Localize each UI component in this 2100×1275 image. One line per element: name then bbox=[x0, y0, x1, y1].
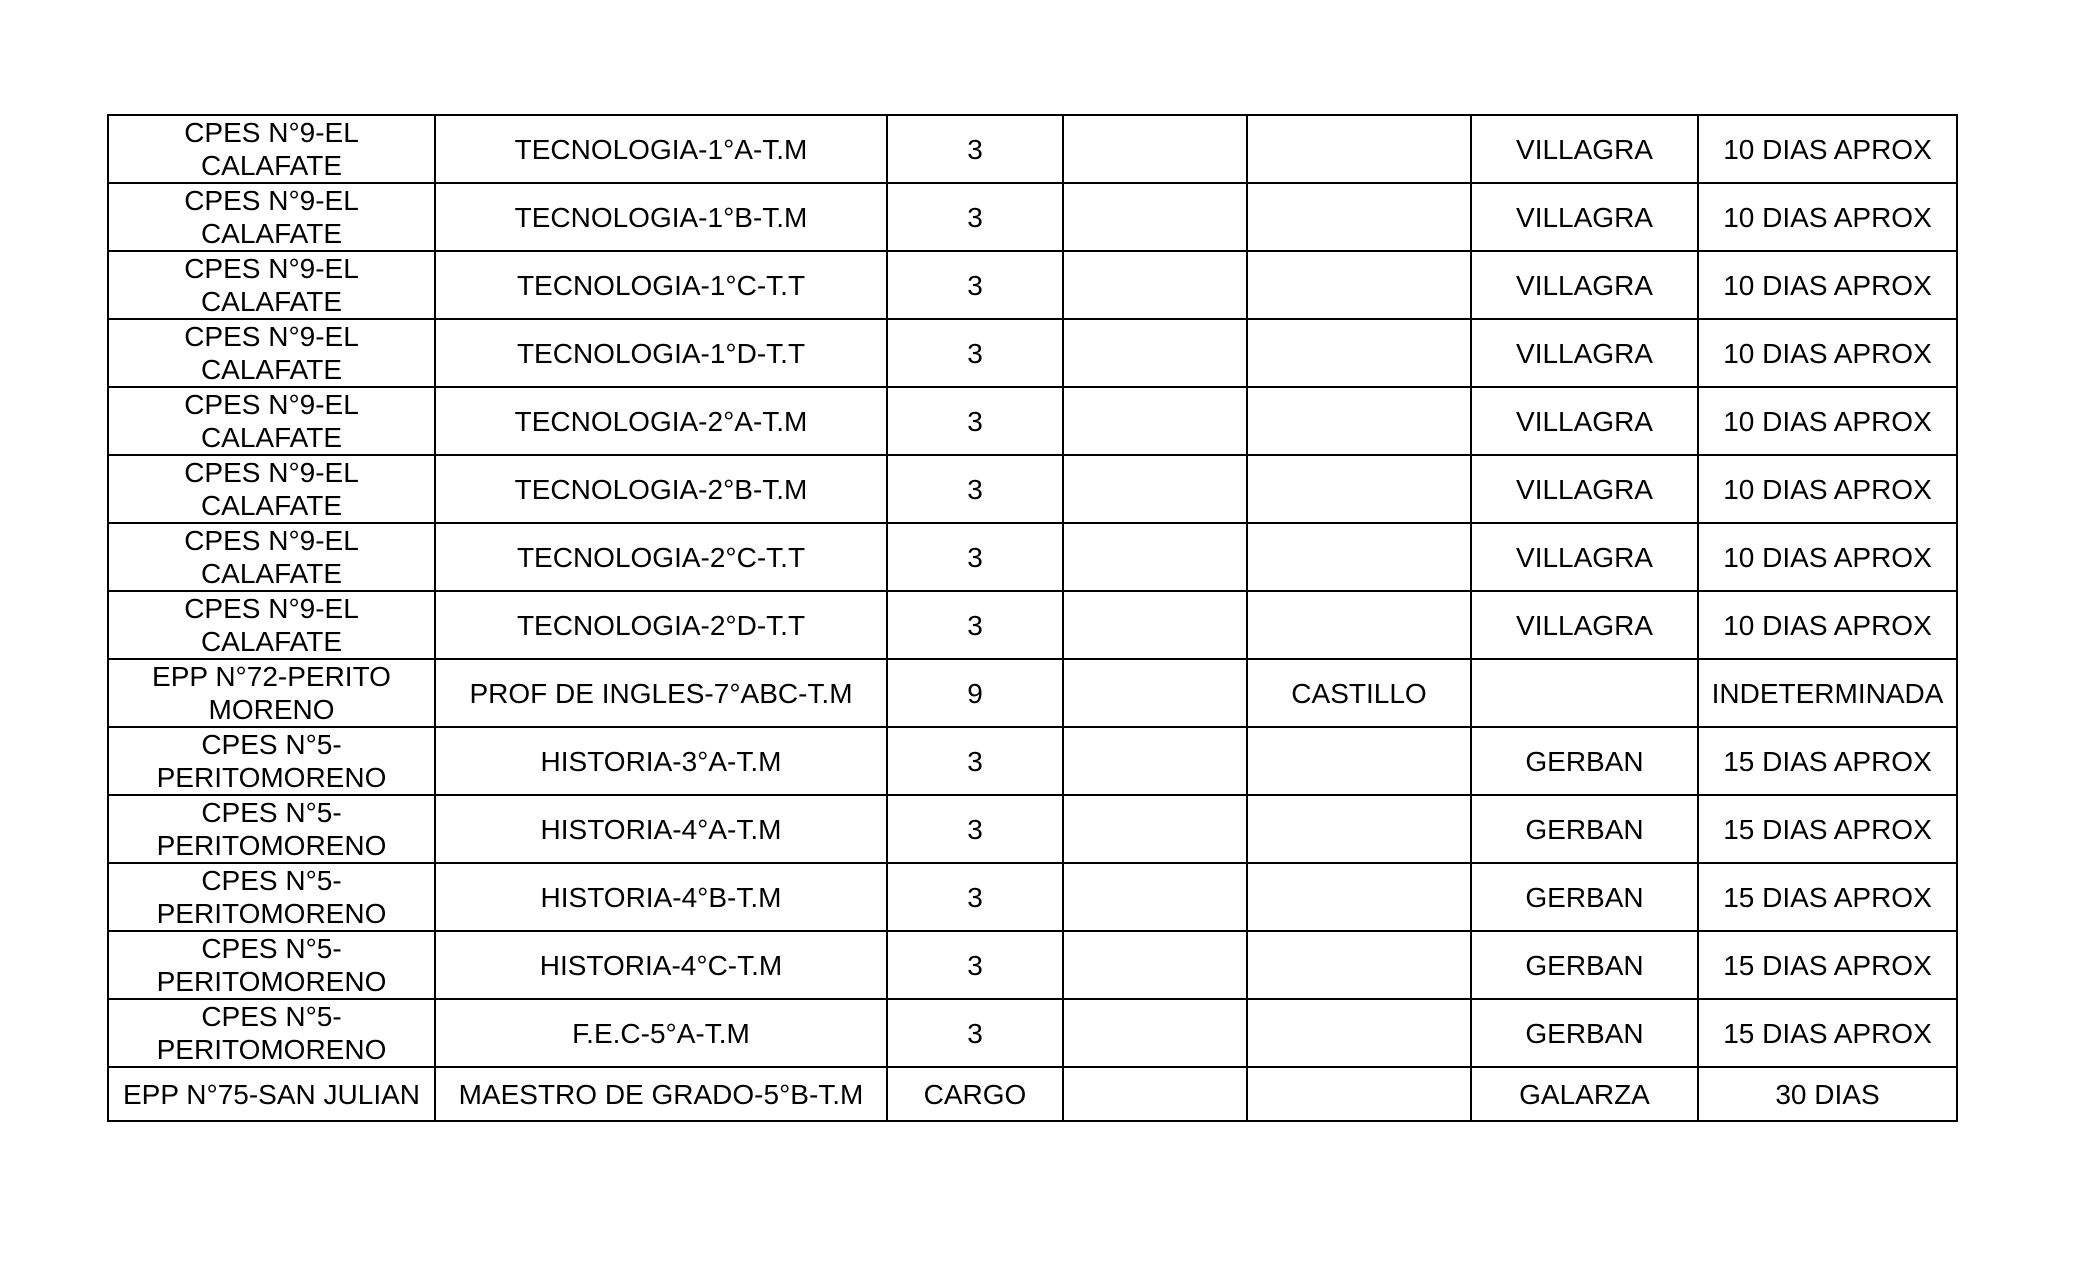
duration-cell: 10 DIAS APROX bbox=[1698, 591, 1957, 659]
school-cell: CPES N°9-EL CALAFATE bbox=[108, 251, 435, 319]
empty-cell bbox=[1063, 931, 1247, 999]
teacher-cell: VILLAGRA bbox=[1471, 523, 1698, 591]
duration-cell: 10 DIAS APROX bbox=[1698, 455, 1957, 523]
teacher-cell: VILLAGRA bbox=[1471, 251, 1698, 319]
subject-cell: TECNOLOGIA-1°C-T.T bbox=[435, 251, 887, 319]
titular-cell bbox=[1247, 251, 1471, 319]
titular-cell bbox=[1247, 115, 1471, 183]
table-row bbox=[108, 1067, 1957, 1121]
teacher-cell: VILLAGRA bbox=[1471, 455, 1698, 523]
school-cell: CPES N°9-EL CALAFATE bbox=[108, 523, 435, 591]
titular-cell bbox=[1247, 591, 1471, 659]
subject-cell: TECNOLOGIA-2°D-T.T bbox=[435, 591, 887, 659]
subject-cell: TECNOLOGIA-1°A-T.M bbox=[435, 115, 887, 183]
duration-cell: 10 DIAS APROX bbox=[1698, 183, 1957, 251]
empty-cell bbox=[1063, 863, 1247, 931]
titular-cell bbox=[1247, 727, 1471, 795]
school-cell: CPES N°9-EL CALAFATE bbox=[108, 455, 435, 523]
subject-cell: TECNOLOGIA-1°B-T.M bbox=[435, 183, 887, 251]
duration-cell: 10 DIAS APROX bbox=[1698, 319, 1957, 387]
hours-cell: 3 bbox=[887, 251, 1063, 319]
duration-cell: 15 DIAS APROX bbox=[1698, 863, 1957, 931]
hours-cell: CARGO bbox=[887, 1067, 1063, 1121]
school-cell: CPES N°5- PERITOMORENO bbox=[108, 795, 435, 863]
table-row bbox=[108, 115, 1957, 183]
titular-cell bbox=[1247, 455, 1471, 523]
subject-cell: PROF DE INGLES-7°ABC-T.M bbox=[435, 659, 887, 727]
hours-cell: 3 bbox=[887, 863, 1063, 931]
titular-cell bbox=[1247, 1067, 1471, 1121]
teacher-cell: GALARZA bbox=[1471, 1067, 1698, 1121]
duration-cell: 10 DIAS APROX bbox=[1698, 523, 1957, 591]
table-row bbox=[108, 523, 1957, 591]
subject-cell: TECNOLOGIA-2°A-T.M bbox=[435, 387, 887, 455]
titular-cell bbox=[1247, 387, 1471, 455]
table-row bbox=[108, 251, 1957, 319]
table-row bbox=[108, 863, 1957, 931]
duration-cell: 15 DIAS APROX bbox=[1698, 999, 1957, 1067]
teacher-cell: VILLAGRA bbox=[1471, 319, 1698, 387]
table-row bbox=[108, 659, 1957, 727]
school-cell: CPES N°9-EL CALAFATE bbox=[108, 591, 435, 659]
school-cell: CPES N°9-EL CALAFATE bbox=[108, 319, 435, 387]
hours-cell: 3 bbox=[887, 931, 1063, 999]
subject-cell: MAESTRO DE GRADO-5°B-T.M bbox=[435, 1067, 887, 1121]
empty-cell bbox=[1063, 387, 1247, 455]
teacher-cell: VILLAGRA bbox=[1471, 115, 1698, 183]
empty-cell bbox=[1063, 1067, 1247, 1121]
table-row bbox=[108, 931, 1957, 999]
duration-cell: 30 DIAS bbox=[1698, 1067, 1957, 1121]
teacher-cell bbox=[1471, 659, 1698, 727]
titular-cell bbox=[1247, 863, 1471, 931]
titular-cell bbox=[1247, 523, 1471, 591]
hours-cell: 3 bbox=[887, 455, 1063, 523]
empty-cell bbox=[1063, 455, 1247, 523]
table-row bbox=[108, 319, 1957, 387]
hours-cell: 3 bbox=[887, 795, 1063, 863]
teacher-cell: VILLAGRA bbox=[1471, 183, 1698, 251]
hours-cell: 9 bbox=[887, 659, 1063, 727]
duration-cell: 15 DIAS APROX bbox=[1698, 931, 1957, 999]
teacher-cell: GERBAN bbox=[1471, 727, 1698, 795]
teacher-cell: GERBAN bbox=[1471, 999, 1698, 1067]
school-cell: CPES N°5- PERITOMORENO bbox=[108, 999, 435, 1067]
duration-cell: 10 DIAS APROX bbox=[1698, 387, 1957, 455]
subject-cell: TECNOLOGIA-2°C-T.T bbox=[435, 523, 887, 591]
empty-cell bbox=[1063, 659, 1247, 727]
hours-cell: 3 bbox=[887, 999, 1063, 1067]
titular-cell bbox=[1247, 999, 1471, 1067]
table-row bbox=[108, 183, 1957, 251]
titular-cell bbox=[1247, 931, 1471, 999]
empty-cell bbox=[1063, 319, 1247, 387]
hours-cell: 3 bbox=[887, 115, 1063, 183]
table-row bbox=[108, 591, 1957, 659]
empty-cell bbox=[1063, 115, 1247, 183]
hours-cell: 3 bbox=[887, 183, 1063, 251]
teacher-cell: VILLAGRA bbox=[1471, 591, 1698, 659]
table-row bbox=[108, 455, 1957, 523]
table-row bbox=[108, 999, 1957, 1067]
table-body bbox=[108, 115, 1957, 1121]
school-cell: CPES N°9-EL CALAFATE bbox=[108, 183, 435, 251]
duration-cell: 15 DIAS APROX bbox=[1698, 727, 1957, 795]
empty-cell bbox=[1063, 727, 1247, 795]
titular-cell bbox=[1247, 795, 1471, 863]
subject-cell: HISTORIA-4°A-T.M bbox=[435, 795, 887, 863]
subject-cell: HISTORIA-3°A-T.M bbox=[435, 727, 887, 795]
table-row bbox=[108, 795, 1957, 863]
subject-cell: F.E.C-5°A-T.M bbox=[435, 999, 887, 1067]
hours-cell: 3 bbox=[887, 591, 1063, 659]
empty-cell bbox=[1063, 999, 1247, 1067]
table-row bbox=[108, 727, 1957, 795]
empty-cell bbox=[1063, 523, 1247, 591]
hours-cell: 3 bbox=[887, 727, 1063, 795]
titular-cell bbox=[1247, 183, 1471, 251]
duration-cell: 15 DIAS APROX bbox=[1698, 795, 1957, 863]
school-cell: CPES N°9-EL CALAFATE bbox=[108, 387, 435, 455]
subject-cell: TECNOLOGIA-2°B-T.M bbox=[435, 455, 887, 523]
duration-cell: 10 DIAS APROX bbox=[1698, 251, 1957, 319]
teacher-cell: GERBAN bbox=[1471, 863, 1698, 931]
titular-cell bbox=[1247, 319, 1471, 387]
subject-cell: TECNOLOGIA-1°D-T.T bbox=[435, 319, 887, 387]
empty-cell bbox=[1063, 183, 1247, 251]
subject-cell: HISTORIA-4°B-T.M bbox=[435, 863, 887, 931]
subject-cell: HISTORIA-4°C-T.M bbox=[435, 931, 887, 999]
school-cell: EPP N°72-PERITO MORENO bbox=[108, 659, 435, 727]
school-cell: CPES N°5- PERITOMORENO bbox=[108, 727, 435, 795]
hours-cell: 3 bbox=[887, 387, 1063, 455]
duration-cell: INDETERMINADA bbox=[1698, 659, 1957, 727]
teacher-cell: VILLAGRA bbox=[1471, 387, 1698, 455]
school-cell: EPP N°75-SAN JULIAN bbox=[108, 1067, 435, 1121]
teacher-cell: GERBAN bbox=[1471, 795, 1698, 863]
empty-cell bbox=[1063, 251, 1247, 319]
empty-cell bbox=[1063, 795, 1247, 863]
teacher-cell: GERBAN bbox=[1471, 931, 1698, 999]
school-cell: CPES N°5- PERITOMORENO bbox=[108, 931, 435, 999]
school-cell: CPES N°9-EL CALAFATE bbox=[108, 115, 435, 183]
duration-cell: 10 DIAS APROX bbox=[1698, 115, 1957, 183]
empty-cell bbox=[1063, 591, 1247, 659]
hours-cell: 3 bbox=[887, 523, 1063, 591]
hours-cell: 3 bbox=[887, 319, 1063, 387]
titular-cell: CASTILLO bbox=[1247, 659, 1471, 727]
school-cell: CPES N°5- PERITOMORENO bbox=[108, 863, 435, 931]
table-row bbox=[108, 387, 1957, 455]
vacancy-table bbox=[107, 114, 1958, 1122]
